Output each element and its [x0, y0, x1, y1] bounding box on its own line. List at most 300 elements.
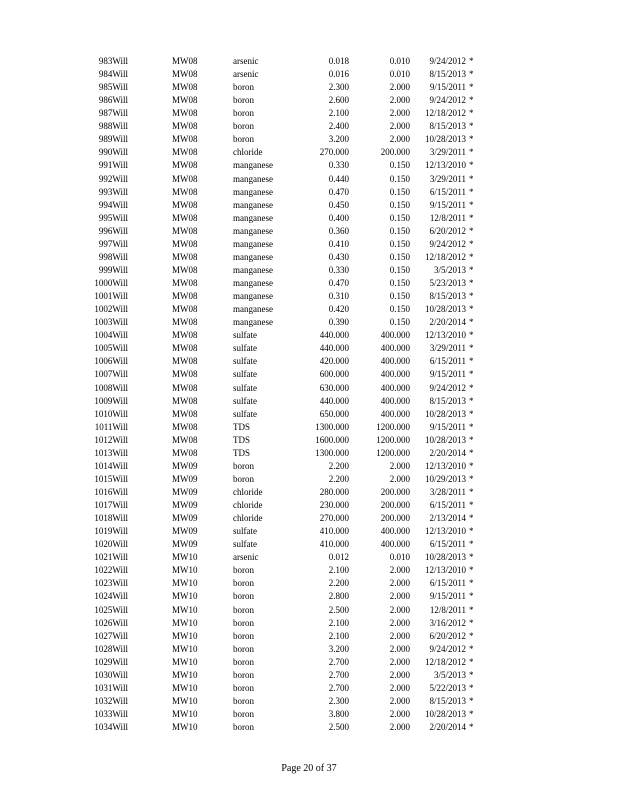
- row-number-well-cell: 1023Will: [94, 578, 128, 589]
- table-row: [0, 316, 618, 329]
- well-id-cell: MW08: [172, 317, 198, 328]
- standard-value-cell: 0.150: [389, 238, 410, 249]
- result-value-cell: 0.470: [328, 278, 349, 289]
- well-id-cell: MW08: [172, 369, 198, 380]
- exceedance-flag-cell: *: [469, 147, 474, 158]
- result-value-cell: 0.330: [328, 264, 349, 275]
- standard-value-cell: 2.000: [389, 591, 410, 602]
- result-value-cell: 600.000: [319, 369, 349, 380]
- row-number-well-cell: 1017Will: [94, 500, 128, 511]
- exceedance-flag-cell: *: [469, 264, 474, 275]
- parameter-cell: manganese: [233, 264, 273, 275]
- table-row: [0, 512, 618, 525]
- exceedance-flag-cell: *: [469, 722, 474, 733]
- parameter-cell: arsenic: [233, 69, 259, 80]
- sample-date-cell: 9/15/2011: [429, 82, 466, 93]
- parameter-cell: boron: [233, 630, 254, 641]
- standard-value-cell: 2.000: [389, 604, 410, 615]
- sample-date-cell: 12/8/2011: [429, 604, 466, 615]
- well-id-cell: MW09: [172, 460, 198, 471]
- standard-value-cell: 2.000: [389, 578, 410, 589]
- exceedance-flag-cell: *: [469, 95, 474, 106]
- row-number-well-cell: 1020Will: [94, 539, 128, 550]
- sample-date-cell: 8/15/2013: [429, 395, 466, 406]
- row-number-well-cell: 1026Will: [94, 617, 128, 628]
- result-value-cell: 2.300: [328, 695, 349, 706]
- result-value-cell: 1300.000: [315, 447, 349, 458]
- standard-value-cell: 400.000: [380, 395, 410, 406]
- exceedance-flag-cell: *: [469, 108, 474, 119]
- result-value-cell: 2.100: [328, 617, 349, 628]
- standard-value-cell: 2.000: [389, 82, 410, 93]
- sample-date-cell: 6/20/2012: [429, 225, 466, 236]
- well-id-cell: MW10: [172, 695, 198, 706]
- well-id-cell: MW08: [172, 291, 198, 302]
- exceedance-flag-cell: *: [469, 709, 474, 719]
- sample-date-cell: 9/24/2012: [429, 382, 466, 393]
- standard-value-cell: 2.000: [389, 643, 410, 654]
- exceedance-flag-cell: *: [469, 212, 474, 223]
- table-row: [0, 486, 618, 499]
- table-row: [0, 656, 618, 669]
- result-value-cell: 3.800: [328, 709, 349, 719]
- well-id-cell: MW08: [172, 199, 198, 210]
- standard-value-cell: 0.150: [389, 212, 410, 223]
- well-id-cell: MW09: [172, 526, 198, 537]
- result-value-cell: 0.390: [328, 317, 349, 328]
- table-row: [0, 604, 618, 617]
- standard-value-cell: 2.000: [389, 669, 410, 680]
- row-number-well-cell: 1012Will: [94, 434, 128, 445]
- result-value-cell: 2.100: [328, 108, 349, 119]
- row-number-well-cell: 1021Will: [94, 552, 128, 563]
- table-row: [0, 199, 618, 212]
- parameter-cell: manganese: [233, 278, 273, 289]
- exceedance-flag-cell: *: [469, 134, 474, 145]
- parameter-cell: manganese: [233, 173, 273, 184]
- table-row: [0, 225, 618, 238]
- parameter-cell: manganese: [233, 225, 273, 236]
- sample-date-cell: 10/28/2013: [424, 552, 466, 563]
- row-number-well-cell: 1007Will: [94, 369, 128, 380]
- table-row: [0, 55, 618, 68]
- exceedance-flag-cell: *: [469, 565, 474, 576]
- well-id-cell: MW08: [172, 238, 198, 249]
- result-value-cell: 2.700: [328, 669, 349, 680]
- well-id-cell: MW10: [172, 669, 198, 680]
- row-number-well-cell: 1030Will: [94, 669, 128, 680]
- standard-value-cell: 0.150: [389, 225, 410, 236]
- sample-date-cell: 12/13/2010: [424, 330, 466, 341]
- result-value-cell: 630.000: [319, 382, 349, 393]
- row-number-well-cell: 1027Will: [94, 630, 128, 641]
- result-value-cell: 410.000: [319, 526, 349, 537]
- table-row: [0, 120, 618, 133]
- parameter-cell: sulfate: [233, 356, 257, 367]
- well-id-cell: MW08: [172, 421, 198, 432]
- exceedance-flag-cell: *: [469, 356, 474, 367]
- row-number-well-cell: 1033Will: [94, 709, 128, 719]
- sample-date-cell: 6/15/2011: [429, 186, 466, 197]
- row-number-well-cell: 1029Will: [94, 656, 128, 667]
- row-number-well-cell: 1014Will: [94, 460, 128, 471]
- row-number-well-cell: 994Will: [98, 199, 128, 210]
- well-id-cell: MW10: [172, 604, 198, 615]
- table-row: [0, 590, 618, 603]
- standard-value-cell: 0.150: [389, 251, 410, 262]
- well-id-cell: MW08: [172, 408, 198, 419]
- table-row: [0, 382, 618, 395]
- sample-date-cell: 6/15/2011: [429, 356, 466, 367]
- sample-date-cell: 9/15/2011: [429, 199, 466, 210]
- table-row: [0, 525, 618, 538]
- parameter-cell: sulfate: [233, 539, 257, 550]
- exceedance-flag-cell: *: [469, 121, 474, 132]
- standard-value-cell: 400.000: [380, 356, 410, 367]
- exceedance-flag-cell: *: [469, 395, 474, 406]
- result-value-cell: 2.700: [328, 656, 349, 667]
- standard-value-cell: 400.000: [380, 526, 410, 537]
- table-row: [0, 68, 618, 81]
- parameter-cell: sulfate: [233, 408, 257, 419]
- standard-value-cell: 2.000: [389, 473, 410, 484]
- parameter-cell: boron: [233, 565, 254, 576]
- sample-date-cell: 10/28/2013: [424, 134, 466, 145]
- well-id-cell: MW08: [172, 356, 198, 367]
- table-row: [0, 251, 618, 264]
- result-value-cell: 270.000: [319, 147, 349, 158]
- sample-date-cell: 3/28/2011: [429, 486, 466, 497]
- standard-value-cell: 400.000: [380, 539, 410, 550]
- row-number-well-cell: 1032Will: [94, 695, 128, 706]
- table-row: [0, 460, 618, 473]
- row-number-well-cell: 998Will: [98, 251, 128, 262]
- parameter-cell: chloride: [233, 147, 263, 158]
- sample-date-cell: 9/15/2011: [429, 421, 466, 432]
- sample-date-cell: 8/15/2013: [429, 121, 466, 132]
- exceedance-flag-cell: *: [469, 238, 474, 249]
- exceedance-flag-cell: *: [469, 682, 474, 693]
- table-row: [0, 695, 618, 708]
- row-number-well-cell: 1002Will: [94, 304, 128, 315]
- result-value-cell: 0.420: [328, 304, 349, 315]
- parameter-cell: boron: [233, 695, 254, 706]
- well-id-cell: MW10: [172, 682, 198, 693]
- result-value-cell: 0.330: [328, 160, 349, 171]
- table-row: [0, 643, 618, 656]
- exceedance-flag-cell: *: [469, 56, 474, 66]
- standard-value-cell: 2.000: [389, 695, 410, 706]
- well-id-cell: MW10: [172, 591, 198, 602]
- parameter-cell: sulfate: [233, 526, 257, 537]
- result-value-cell: 1600.000: [315, 434, 349, 445]
- sample-date-cell: 9/24/2012: [429, 238, 466, 249]
- well-id-cell: MW10: [172, 643, 198, 654]
- sample-date-cell: 9/24/2012: [429, 56, 466, 66]
- sample-date-cell: 5/23/2013: [429, 278, 466, 289]
- well-id-cell: MW09: [172, 539, 198, 550]
- table-row: [0, 669, 618, 682]
- row-number-well-cell: 990Will: [98, 147, 128, 158]
- table-row: [0, 617, 618, 630]
- result-value-cell: 0.400: [328, 212, 349, 223]
- standard-value-cell: 0.150: [389, 291, 410, 302]
- exceedance-flag-cell: *: [469, 186, 474, 197]
- result-value-cell: 2.500: [328, 604, 349, 615]
- exceedance-flag-cell: *: [469, 343, 474, 354]
- exceedance-flag-cell: *: [469, 656, 474, 667]
- parameter-cell: boron: [233, 591, 254, 602]
- parameter-cell: manganese: [233, 251, 273, 262]
- well-id-cell: MW08: [172, 121, 198, 132]
- well-id-cell: MW08: [172, 82, 198, 93]
- exceedance-flag-cell: *: [469, 382, 474, 393]
- table-row: [0, 447, 618, 460]
- result-value-cell: 440.000: [319, 343, 349, 354]
- sample-date-cell: 3/16/2012: [429, 617, 466, 628]
- well-id-cell: MW08: [172, 434, 198, 445]
- sample-date-cell: 12/18/2012: [424, 108, 466, 119]
- well-id-cell: MW08: [172, 160, 198, 171]
- well-id-cell: MW08: [172, 304, 198, 315]
- well-id-cell: MW08: [172, 134, 198, 145]
- parameter-cell: manganese: [233, 160, 273, 171]
- table-row: [0, 186, 618, 199]
- row-number-well-cell: 1003Will: [94, 317, 128, 328]
- standard-value-cell: 400.000: [380, 343, 410, 354]
- well-id-cell: MW08: [172, 395, 198, 406]
- well-id-cell: MW09: [172, 513, 198, 524]
- parameter-cell: manganese: [233, 304, 273, 315]
- standard-value-cell: 0.150: [389, 173, 410, 184]
- sample-date-cell: 12/8/2011: [429, 212, 466, 223]
- result-value-cell: 2.300: [328, 82, 349, 93]
- table-row: [0, 238, 618, 251]
- standard-value-cell: 0.010: [389, 56, 410, 66]
- parameter-cell: TDS: [233, 421, 251, 432]
- sample-date-cell: 3/5/2013: [433, 264, 466, 275]
- row-number-well-cell: 1000Will: [94, 278, 128, 289]
- standard-value-cell: 2.000: [389, 121, 410, 132]
- standard-value-cell: 200.000: [380, 486, 410, 497]
- row-number-well-cell: 1025Will: [94, 604, 128, 615]
- parameter-cell: TDS: [233, 434, 251, 445]
- row-number-well-cell: 1011Will: [94, 421, 128, 432]
- parameter-cell: manganese: [233, 186, 273, 197]
- exceedance-flag-cell: *: [469, 199, 474, 210]
- well-id-cell: MW08: [172, 95, 198, 106]
- table-row: [0, 682, 618, 695]
- standard-value-cell: 2.000: [389, 95, 410, 106]
- well-id-cell: MW08: [172, 212, 198, 223]
- well-id-cell: MW08: [172, 330, 198, 341]
- table-row: [0, 473, 618, 486]
- standard-value-cell: 0.150: [389, 304, 410, 315]
- sample-date-cell: 12/18/2012: [424, 656, 466, 667]
- well-id-cell: MW10: [172, 565, 198, 576]
- result-value-cell: 410.000: [319, 539, 349, 550]
- table-row: [0, 538, 618, 551]
- parameter-cell: sulfate: [233, 369, 257, 380]
- result-value-cell: 0.018: [328, 56, 349, 66]
- row-number-well-cell: 1031Will: [94, 682, 128, 693]
- row-number-well-cell: 1018Will: [94, 513, 128, 524]
- well-id-cell: MW09: [172, 500, 198, 511]
- row-number-well-cell: 1005Will: [94, 343, 128, 354]
- result-value-cell: 420.000: [319, 356, 349, 367]
- exceedance-flag-cell: *: [469, 434, 474, 445]
- standard-value-cell: 1200.000: [376, 434, 410, 445]
- exceedance-flag-cell: *: [469, 695, 474, 706]
- parameter-cell: sulfate: [233, 343, 257, 354]
- row-number-well-cell: 983Will: [98, 56, 128, 66]
- table-row: [0, 81, 618, 94]
- result-value-cell: 0.410: [328, 238, 349, 249]
- exceedance-flag-cell: *: [469, 513, 474, 524]
- exceedance-flag-cell: *: [469, 82, 474, 93]
- standard-value-cell: 400.000: [380, 330, 410, 341]
- sample-date-cell: 2/20/2014: [429, 447, 466, 458]
- exceedance-flag-cell: *: [469, 160, 474, 171]
- sample-date-cell: 6/15/2011: [429, 500, 466, 511]
- row-number-well-cell: 1008Will: [94, 382, 128, 393]
- table-row: [0, 212, 618, 225]
- exceedance-flag-cell: *: [469, 251, 474, 262]
- sample-date-cell: 3/29/2011: [429, 147, 466, 158]
- well-id-cell: MW08: [172, 108, 198, 119]
- sample-date-cell: 10/29/2013: [424, 473, 466, 484]
- well-id-cell: MW10: [172, 656, 198, 667]
- parameter-cell: boron: [233, 722, 254, 733]
- parameter-cell: boron: [233, 682, 254, 693]
- table-row: [0, 290, 618, 303]
- parameter-cell: boron: [233, 578, 254, 589]
- parameter-cell: manganese: [233, 291, 273, 302]
- well-id-cell: MW08: [172, 225, 198, 236]
- table-row: [0, 303, 618, 316]
- row-number-well-cell: 1009Will: [94, 395, 128, 406]
- sample-date-cell: 9/24/2012: [429, 643, 466, 654]
- exceedance-flag-cell: *: [469, 421, 474, 432]
- parameter-cell: arsenic: [233, 56, 259, 66]
- result-value-cell: 2.700: [328, 682, 349, 693]
- row-number-well-cell: 987Will: [98, 108, 128, 119]
- result-value-cell: 2.400: [328, 121, 349, 132]
- table-row: [0, 421, 618, 434]
- sample-date-cell: 6/15/2011: [429, 578, 466, 589]
- table-row: [0, 368, 618, 381]
- parameter-cell: boron: [233, 669, 254, 680]
- standard-value-cell: 1200.000: [376, 421, 410, 432]
- parameter-cell: boron: [233, 121, 254, 132]
- sample-date-cell: 5/22/2013: [429, 682, 466, 693]
- parameter-cell: sulfate: [233, 330, 257, 341]
- result-value-cell: 2.200: [328, 473, 349, 484]
- row-number-well-cell: 985Will: [98, 82, 128, 93]
- table-row: [0, 434, 618, 447]
- parameter-cell: boron: [233, 95, 254, 106]
- sample-date-cell: 12/13/2010: [424, 526, 466, 537]
- table-row: [0, 551, 618, 564]
- parameter-cell: boron: [233, 643, 254, 654]
- exceedance-flag-cell: *: [469, 69, 474, 80]
- exceedance-flag-cell: *: [469, 604, 474, 615]
- exceedance-flag-cell: *: [469, 173, 474, 184]
- result-value-cell: 0.450: [328, 199, 349, 210]
- exceedance-flag-cell: *: [469, 617, 474, 628]
- row-number-well-cell: 1006Will: [94, 356, 128, 367]
- sample-date-cell: 6/20/2012: [429, 630, 466, 641]
- result-value-cell: 280.000: [319, 486, 349, 497]
- parameter-cell: sulfate: [233, 382, 257, 393]
- standard-value-cell: 400.000: [380, 408, 410, 419]
- standard-value-cell: 2.000: [389, 709, 410, 719]
- standard-value-cell: 2.000: [389, 460, 410, 471]
- sample-date-cell: 3/29/2011: [429, 173, 466, 184]
- standard-value-cell: 2.000: [389, 682, 410, 693]
- sample-date-cell: 8/15/2013: [429, 291, 466, 302]
- parameter-cell: TDS: [233, 447, 251, 458]
- table-row: [0, 277, 618, 290]
- result-value-cell: 0.016: [328, 69, 349, 80]
- result-value-cell: 2.800: [328, 591, 349, 602]
- result-value-cell: 650.000: [319, 408, 349, 419]
- table-row: [0, 159, 618, 172]
- row-number-well-cell: 989Will: [98, 134, 128, 145]
- row-number-well-cell: 1028Will: [94, 643, 128, 654]
- standard-value-cell: 0.150: [389, 317, 410, 328]
- table-row: [0, 107, 618, 120]
- result-value-cell: 0.440: [328, 173, 349, 184]
- exceedance-flag-cell: *: [469, 669, 474, 680]
- result-value-cell: 0.430: [328, 251, 349, 262]
- parameter-cell: arsenic: [233, 552, 259, 563]
- row-number-well-cell: 1022Will: [94, 565, 128, 576]
- exceedance-flag-cell: *: [469, 500, 474, 511]
- result-value-cell: 440.000: [319, 330, 349, 341]
- exceedance-flag-cell: *: [469, 447, 474, 458]
- standard-value-cell: 0.150: [389, 186, 410, 197]
- well-id-cell: MW10: [172, 617, 198, 628]
- table-row: [0, 173, 618, 186]
- table-row: [0, 146, 618, 159]
- standard-value-cell: 0.010: [389, 552, 410, 563]
- standard-value-cell: 2.000: [389, 565, 410, 576]
- parameter-cell: boron: [233, 604, 254, 615]
- well-id-cell: MW08: [172, 251, 198, 262]
- row-number-well-cell: 1004Will: [94, 330, 128, 341]
- well-id-cell: MW10: [172, 709, 198, 719]
- table-row: [0, 395, 618, 408]
- result-value-cell: 0.470: [328, 186, 349, 197]
- standard-value-cell: 200.000: [380, 513, 410, 524]
- well-id-cell: MW10: [172, 578, 198, 589]
- well-id-cell: MW08: [172, 173, 198, 184]
- exceedance-flag-cell: *: [469, 278, 474, 289]
- well-id-cell: MW08: [172, 56, 198, 66]
- result-value-cell: 2.200: [328, 460, 349, 471]
- result-value-cell: 0.012: [328, 552, 349, 563]
- row-number-well-cell: 1015Will: [94, 473, 128, 484]
- exceedance-flag-cell: *: [469, 460, 474, 471]
- standard-value-cell: 2.000: [389, 630, 410, 641]
- sample-date-cell: 9/15/2011: [429, 591, 466, 602]
- parameter-cell: boron: [233, 82, 254, 93]
- parameter-cell: manganese: [233, 317, 273, 328]
- row-number-well-cell: 995Will: [98, 212, 128, 223]
- result-value-cell: 0.360: [328, 225, 349, 236]
- exceedance-flag-cell: *: [469, 369, 474, 380]
